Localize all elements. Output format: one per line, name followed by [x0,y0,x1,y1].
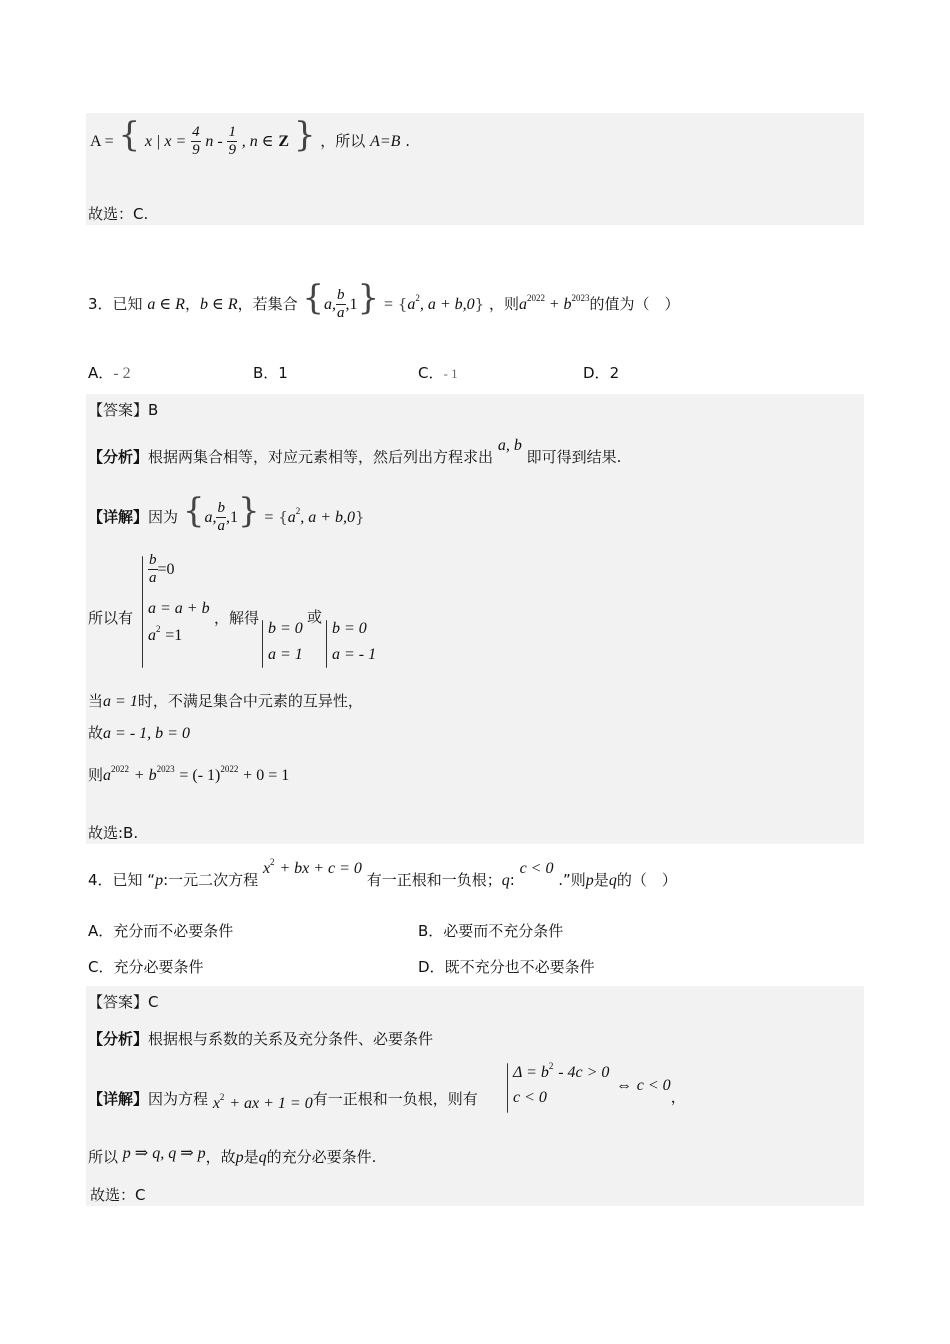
option-label: B． [418,922,444,940]
is-text: 是 [243,1148,259,1166]
set-mid: n - [205,133,223,150]
right-brace-small: } [355,508,365,526]
solve-text: ，解得 [214,609,260,627]
eq3-a: a [148,627,156,644]
fraction-4-9: $\frac{4}{9}$ [192,124,200,158]
question-4-number: 4．已知 “ [88,871,156,889]
option-label: C． [88,958,114,976]
detail-3 [88,491,365,540]
set-right-tail: , a + b,0 [419,296,475,313]
exponent-2023: 2023 [571,293,590,303]
set-left-a: a, [324,296,337,313]
q4-option-c [88,956,204,977]
then-prefix: 则 [88,766,104,784]
option-value: - 2 [113,365,131,382]
choose-line-3: 故选:B. [88,824,139,842]
q-end: .”则 [558,871,586,889]
left-brace: { [302,278,325,318]
answer-3: 【答案】B [88,401,159,419]
analysis-label: 【分析】 [88,1030,149,1048]
q-var: q [501,872,510,889]
system-eq3 [148,626,182,645]
detail-label: 【详解】 [88,1090,149,1108]
set-var: x | x = [144,133,187,150]
question-3-number: 3．已知 [88,295,143,313]
then-eq: = (- 1) [179,767,221,784]
system-eq2: a = a + b [148,600,210,617]
system-4-line1: $\Delta = b^2 - 4c > 0$ [513,1061,610,1081]
iff-symbol: ⇔ [616,1077,632,1094]
left-brace-small: { [397,295,408,313]
exponent-2022: 2022 [526,293,545,303]
iff-math: c < 0 [636,1077,671,1094]
then-rest: + 0 = 1 [243,767,290,784]
answer-4: 【答案】C [88,993,159,1011]
then-line [88,764,289,785]
question-4-stem [88,856,677,904]
set-tail: , n ∈ [241,133,274,150]
solution2-line2: a = - 1 [332,646,377,663]
plus: + [549,296,559,313]
detail-eq: = [264,509,274,526]
p-var-2: p [585,872,594,889]
analysis-text: 根据两集合相等，对应元素相等，然后列出方程求出 [148,448,494,466]
q-math: c < 0 [519,860,554,877]
system-brace-4 [507,1063,508,1113]
option-label: D． [583,364,610,382]
system-eq1 [148,552,175,587]
then: ，则 [488,295,519,313]
exponent-2022: 2022 [111,764,130,774]
p-tail: 有一正根和一负根； [366,871,502,889]
superscript: 2 [295,506,301,516]
q-var: q [258,1149,267,1166]
option-label: C． [418,364,444,382]
if-set: ，若集合 [237,295,298,313]
right-brace: } [237,491,260,531]
option-label: D． [418,958,445,976]
solution1-line1: b = 0 [268,620,303,637]
set-eq: = [383,296,393,313]
detail-set-a: a, [204,509,217,526]
detail-4 [88,1088,478,1112]
so-text: ，故 [205,1148,236,1166]
solution1-line2: a = 1 [268,646,303,663]
option-value: 必要而不充分条件 [443,922,564,940]
detail-text: 因为 [148,508,179,526]
detail-text: 因为方程 [148,1090,209,1108]
option-label: A． [88,364,114,382]
fraction-b-a: $\frac{b}{a}$ [149,552,157,586]
set-left-tail: ,1 [345,296,358,313]
eq3-tail: =1 [165,627,183,644]
when-text: 时，不满足集合中元素的互异性， [137,692,363,710]
solution2-line1: b = 0 [332,620,367,637]
detail-tail: 有一正根和一负根，则有 [312,1090,478,1108]
so-math: p ⇒ q, q ⇒ p [122,1145,206,1162]
left-brace: { [118,115,141,155]
option-label: B． [253,364,279,382]
colon: : [509,871,515,889]
option-value: 既不充分也不必要条件 [444,958,595,976]
so-end: 的充分必要条件. [266,1148,377,1166]
p-text: :一元二次方程 [163,871,259,889]
q-var-2: q [608,872,617,889]
option-value: 1 [278,364,288,382]
option-c [418,362,458,383]
cond-b: b ∈ R [199,296,238,313]
p-var: p [235,1149,244,1166]
superscript: 2 [415,293,420,303]
exponent-2023: 2023 [156,764,175,774]
option-a [88,362,131,383]
analysis-end: 即可得到结果. [526,448,622,466]
then-plus: + b [133,767,157,784]
q4-option-a [88,920,233,941]
eq1-tail: =0 [157,561,175,578]
so-prefix: 故 [88,724,104,742]
system-4-line2: c < 0 [513,1089,547,1106]
option-value: - 1 [443,366,458,381]
so-have-label: 所以有 [88,609,134,627]
choose-line: 故选：C. [88,205,149,223]
set-definition-line [90,115,410,162]
solution1-brace [262,620,263,668]
right-brace: } [357,278,380,318]
so-line [88,722,190,743]
ask: 的值为（ ） [589,295,680,313]
option-value: 2 [609,364,620,382]
system-brace [142,556,143,668]
fraction-b-a: $\frac{b}{a}$ [337,287,345,321]
expr-a: a [518,296,527,313]
fraction-b-a: $\frac{b}{a}$ [217,500,225,534]
ask: 的（ ） [616,871,677,889]
exponent-2022b: 2022 [220,764,239,774]
comma: ， [670,1088,686,1106]
right-brace: } [293,115,316,155]
p-var: p [155,872,164,889]
cond-a: a ∈ R [147,296,185,313]
solution2-brace [326,620,327,668]
question-3-stem [88,276,680,332]
iff-part [616,1074,686,1106]
analysis-text: 根据根与系数的关系及充分条件、必要条件 [148,1030,434,1048]
then-a: a [103,767,112,784]
integers-symbol: Z [278,133,290,150]
conclusion-end: . [405,132,410,150]
when-line [88,690,363,711]
right-brace-small: } [474,295,485,313]
detail-label: 【详解】 [88,508,149,526]
detail-equation: $x^2$ + ax + 1 = 0 [212,1092,313,1112]
analysis-label: 【分析】 [88,448,149,466]
detail-right: a [287,509,296,526]
option-label: A． [88,922,114,940]
so-line-4 [88,1146,376,1167]
left-brace: { [182,491,205,531]
analysis-math: a, b [497,437,522,454]
superscript: 2 [156,624,161,634]
fraction-1-9: $\frac{1}{9}$ [228,124,236,158]
analysis-3 [88,432,621,472]
choose-line-4: 故选：C [90,1186,146,1204]
conclusion-math: A=B [370,133,401,150]
or-text: 或 [307,608,323,626]
set-prefix: A = [90,133,114,150]
set-right: a [407,296,416,313]
left-brace-small: { [278,508,288,526]
q4-option-d [418,956,595,977]
option-value: 充分必要条件 [113,958,204,976]
separator: ， [184,295,200,313]
equation: $x^2$ + bx + c = 0 [262,857,362,877]
so-prefix: 所以 [88,1148,119,1166]
detail-right-tail: , a + b,0 [300,509,356,526]
detail-set-tail: ,1 [225,509,238,526]
option-b [253,362,288,383]
q4-option-b [418,920,563,941]
option-d [583,362,619,383]
expr-b: b [563,296,572,313]
so-math: a = - 1, b = 0 [103,725,190,742]
when-prefix: 当 [88,692,104,710]
analysis-4 [88,1028,433,1049]
option-value: 充分而不必要条件 [113,922,234,940]
conclusion-prefix: ，所以 [320,132,366,150]
is-text: 是 [593,871,609,889]
when-math: a = 1 [103,693,138,710]
